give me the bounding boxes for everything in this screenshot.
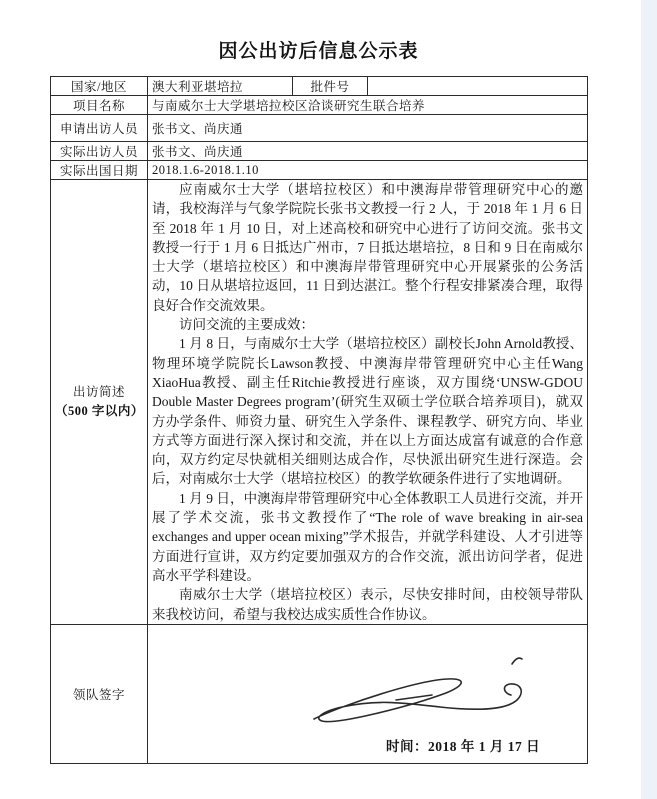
summary-paragraph: 1 月 9 日，中澳海岸带管理研究中心全体教职工人员进行交流，并开展了学术交流，张书文教授作了“The role of wave breaking in air-sea exchanges and upper ocean mixing”学术报告，并就学科建设、人才引进等方面进行宣讲，双方约定要加强双方的合作交流，派出访问学者，促进高水平学科建设。 xyxy=(152,490,583,583)
applied-members-label: 申请出访人员 xyxy=(51,115,148,142)
summary-label xyxy=(51,180,148,625)
approval-number-value xyxy=(368,77,588,96)
approval-number-label: 批件号 xyxy=(293,77,368,96)
country-value: 澳大利亚堪培拉 xyxy=(148,77,293,96)
summary-paragraph: 南威尔士大学（堪培拉校区）表示，尽快安排时间，由校领导带队来我校访问，希望与我校达成实质性合作协议。 xyxy=(152,587,583,622)
table-row-summary xyxy=(51,180,588,625)
table-row-dates xyxy=(51,161,588,180)
signature-cell xyxy=(148,624,588,763)
table-row-applied-members xyxy=(51,115,588,142)
dates-value: 2018.1.6-2018.1.10 xyxy=(148,161,588,180)
page-right-band xyxy=(641,0,657,799)
signature-time: 时间：2018 年 1 月 17 日 xyxy=(386,738,541,754)
leader-signature-scribble xyxy=(308,655,540,731)
summary-label-line1: 出访简述 xyxy=(72,384,125,399)
applied-members-value: 张书文、尚庆通 xyxy=(148,115,588,142)
table-row-actual-members xyxy=(51,142,588,161)
signature-label: 领队签字 xyxy=(51,624,148,763)
actual-members-label: 实际出访人员 xyxy=(51,142,148,161)
summary-paragraph: 访问交流的主要成效： xyxy=(179,317,314,333)
table-row-country xyxy=(51,77,588,96)
project-label: 项目名称 xyxy=(51,96,148,115)
summary-cell xyxy=(148,180,588,625)
country-label: 国家/地区 xyxy=(51,77,148,96)
info-table xyxy=(50,76,588,764)
dates-label: 实际出国日期 xyxy=(51,161,148,180)
actual-members-value: 张书文、尚庆通 xyxy=(148,142,588,161)
summary-label-line2: （500 字以内） xyxy=(55,403,144,418)
project-value: 与南威尔士大学堪培拉校区洽谈研究生联合培养 xyxy=(148,96,588,115)
summary-paragraph: 应南威尔士大学（堪培拉校区）和中澳海岸带管理研究中心的邀请，我校海洋与气象学院院长张书文教授一行 2 人，于 2018 年 1 月 6 日至 2018 年 1 月 10 日，对上述高校和研究中心进行了访问交流。张书文教授一行于 1 月 6 日抵达广州市，7 日抵达堪培拉，8 日和 9 日在南威尔士大学（堪培拉校区）和中澳海岸带管理研究中心开展紧张的公务活动，10 日从堪培拉返回，11 日到达湛江。整个行程安排紧凑合理，取得良好合作交流效果。 xyxy=(152,182,583,313)
summary-text xyxy=(152,180,583,624)
summary-paragraph: 1 月 8 日，与南威尔士大学（堪培拉校区）副校长John Arnold教授、物理环境学院院长Lawson教授、中澳海岸带管理研究中心主任Wang XiaoHua教授、副主任Ritchie教授进行座谈，双方围绕‘UNSW-GDOU Double Master Degrees program’(研究生双硕士学位联合培养项目)，就双方办学条件、师资力量、研究生入学条件、课程教学、研究方向、毕业方式等方面进行深入探讨和交流，并在以上方面达成富有诚意的合作意向，双方约定尽快就相关细则达成合作，尽快派出研究生进行深造。会后，对南威尔士大学（堪培拉校区）的教学软硬条件进行了实地调研。 xyxy=(152,336,583,487)
table-row-project xyxy=(51,96,588,115)
page-title: 因公出访后信息公示表 xyxy=(218,41,419,62)
table-row-signature xyxy=(51,624,588,763)
